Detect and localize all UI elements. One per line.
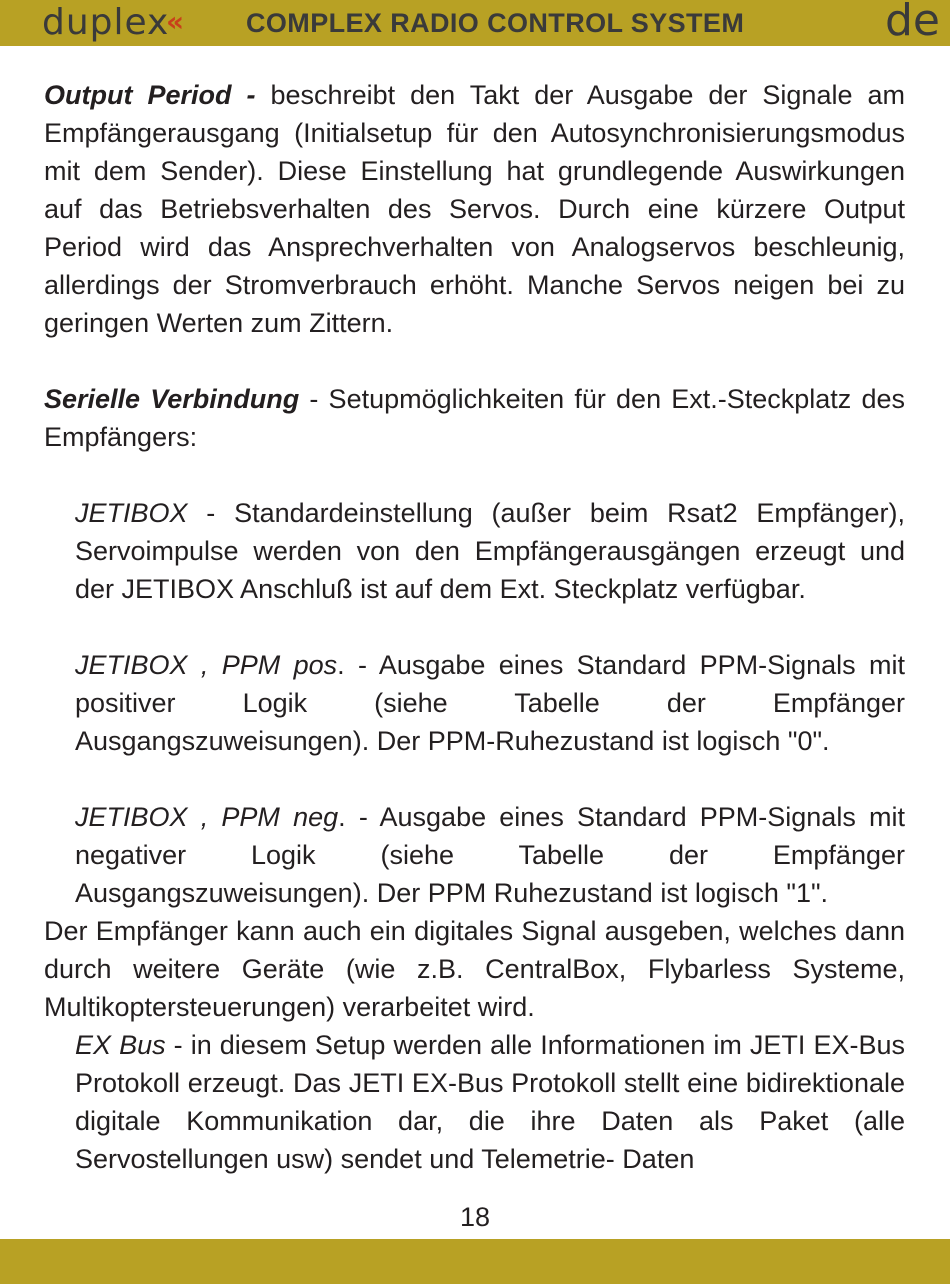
paragraph-ppm-pos bbox=[75, 646, 905, 760]
page-footer-bar bbox=[0, 1239, 950, 1284]
paragraph-digital-signal bbox=[44, 912, 905, 1026]
text-ex-bus: - in diesem Setup werden alle Informationen im JETI EX-Bus Protokoll erzeugt. Das JETI EX-Bus Protokoll stellt eine bidirektionale digitale Kommunikation dar, die ihre Daten als Paket (alle Servostellungen usw) sendet und Telemetrie- Daten bbox=[75, 1030, 906, 1174]
term-ppm-pos: JETIBOX , PPM pos bbox=[75, 650, 338, 680]
duplex-logo: duplex bbox=[42, 2, 170, 43]
text-digital-signal: Der Empfänger kann auch ein digitales Signal ausgeben, welches dann durch weitere Geräte (wie z.B. CentralBox, Flybarless Systeme, Multikoptersteuerungen) verarbeitet wird. bbox=[44, 916, 905, 1022]
page-header bbox=[0, 0, 950, 46]
paragraph-output-period bbox=[44, 76, 905, 342]
page-number: 18 bbox=[459, 1202, 491, 1232]
paragraph-jetibox bbox=[75, 494, 905, 608]
text-ppm-neg: . - Ausgabe eines Standard PPM-Signals mit negativer Logik (siehe Tabelle der Empfänger Ausgangszuweisungen). Der PPM Ruhezustand ist logisch "1". bbox=[75, 802, 905, 908]
term-output-period: Output Period - bbox=[44, 80, 256, 110]
term-ppm-neg: JETIBOX , PPM neg bbox=[75, 802, 339, 832]
paragraph-serial-connection bbox=[44, 380, 905, 456]
text-ppm-pos: . - Ausgabe eines Standard PPM-Signals mit positiver Logik (siehe Tabelle der Empfänger Ausgangszuweisungen). Der PPM-Ruhezustand ist logisch "0". bbox=[75, 650, 905, 756]
language-code: de bbox=[885, 0, 940, 46]
term-jetibox: JETIBOX bbox=[75, 498, 188, 528]
text-output-period: beschreibt den Takt der Ausgabe der Signale am Empfängerausgang (Initialsetup für den Autosynchronisierungsmodus mit dem Sender). Diese Einstellung hat grundlegende Auswirkungen auf das Betriebsverhalten des Servos. Durch eine kürzere Output Period wird das Ansprechverhalten von Analogservos beschleunig, allerdings der Stromverbrauch erhöht. Manche Servos neigen bei zu geringen Werten zum Zittern. bbox=[44, 80, 906, 338]
header-title: COMPLEX RADIO CONTROL SYSTEM bbox=[246, 8, 745, 38]
paragraph-ppm-neg bbox=[75, 798, 905, 912]
paragraph-ex-bus bbox=[75, 1026, 905, 1178]
text-serial-connection: - Setupmöglichkeiten für den Ext.-Steckplatz des Empfängers: bbox=[44, 384, 906, 452]
text-jetibox: - Standardeinstellung (außer beim Rsat2 Empfänger), Servoimpulse werden von den Empfängerausgängen erzeugt und der JETIBOX Anschluß ist auf dem Ext. Steckplatz verfügbar. bbox=[75, 498, 905, 604]
term-ex-bus: EX Bus bbox=[75, 1030, 166, 1060]
document-body bbox=[44, 76, 905, 1178]
logo-chevron-icon: « bbox=[166, 5, 185, 38]
term-serial-connection: Serielle Verbindung bbox=[44, 384, 300, 414]
